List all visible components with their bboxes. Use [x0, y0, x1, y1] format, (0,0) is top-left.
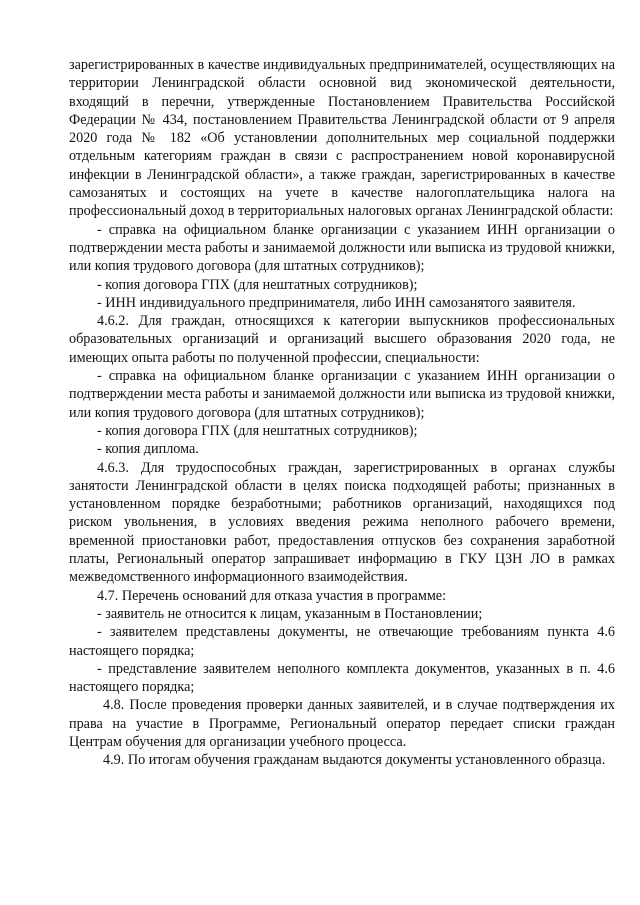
list-item-inn: - ИНН индивидуального предпринимателя, либо ИНН самозанятого заявителя. — [97, 294, 576, 311]
paragraph-4-9: 4.9. По итогам обучения гражданам выдаются документы установленного образца. — [103, 752, 606, 769]
list-item-diploma-copy: - копия диплома. — [97, 441, 199, 458]
list-item-employment-certificate-graduates: - справка на официальном бланке организации с указанием ИНН организации о подтверждении места работы и занимаемой должности или выписка из трудовой книжки, или копия трудового договора (для штатных сотрудников); — [69, 368, 615, 421]
list-item-refusal-not-eligible: - заявитель не относится к лицам, указанным в Постановлении; — [97, 605, 483, 622]
paragraph-4-6-2: 4.6.2. Для граждан, относящихся к категории выпускников профессиональных образовательных организаций и организаций высшего образования 2020 года, не имеющих опыта работы по полученной профессии, специальности: — [69, 313, 615, 366]
list-item-gph-contract-graduates: - копия договора ГПХ (для нештатных сотрудников); — [97, 422, 418, 439]
document-body — [69, 56, 615, 770]
list-item-refusal-documents-mismatch: - заявителем представлены документы, не отвечающие требованиям пункта 4.6 настоящего порядка; — [69, 624, 615, 659]
paragraph-4-8: 4.8. После проведения проверки данных заявителей, и в случае подтверждения их права на участие в Программе, Региональный оператор передает списки граждан Центрам обучения для организации учебного процесса. — [69, 697, 615, 750]
paragraph-continuation: зарегистрированных в качестве индивидуальных предпринимателей, осуществляющих на территории Ленинградской области основной вид экономической деятельности, входящий в перечни, утвержденные Постановлением Правительства Российской Федерации № 434, постановлением Правительства Ленинградской области от 9 апреля 2020 года № 182 «Об установлении дополнительных мер социальной поддержки отдельным категориям граждан в связи с распространением новой коронавирусной инфекции в Ленинградской области», а также граждан, зарегистрированных в качестве самозанятых и состоящих на учете в качестве налогоплательщика налога на профессиональный доход в территориальных налоговых органах Ленинградской области: — [69, 57, 615, 220]
paragraph-4-6-3: 4.6.3. Для трудоспособных граждан, зарегистрированных в органах службы занятости Ленинградской области в целях поиска подходящей работы; признанных в установленном порядке безработными; работников организаций, находящихся под риском увольнения, в условиях введения режима неполного рабочего времени, временной приостановки работ, предоставления отпусков без сохранения заработной платы, Региональный оператор запрашивает информацию в ГКУ ЦЗН ЛО в рамках межведомственного информационного взаимодействия. — [69, 459, 615, 586]
paragraph-4-7: 4.7. Перечень оснований для отказа участия в программе: — [97, 587, 447, 604]
list-item-refusal-incomplete-documents: - представление заявителем неполного комплекта документов, указанных в п. 4.6 настоящего порядка; — [69, 660, 615, 696]
list-item-gph-contract: - копия договора ГПХ (для нештатных сотрудников); — [97, 276, 418, 293]
list-item-employment-certificate: - справка на официальном бланке организации с указанием ИНН организации о подтверждении места работы и занимаемой должности или выписка из трудовой книжки, или копия трудового договора (для штатных сотрудников); — [69, 221, 615, 275]
